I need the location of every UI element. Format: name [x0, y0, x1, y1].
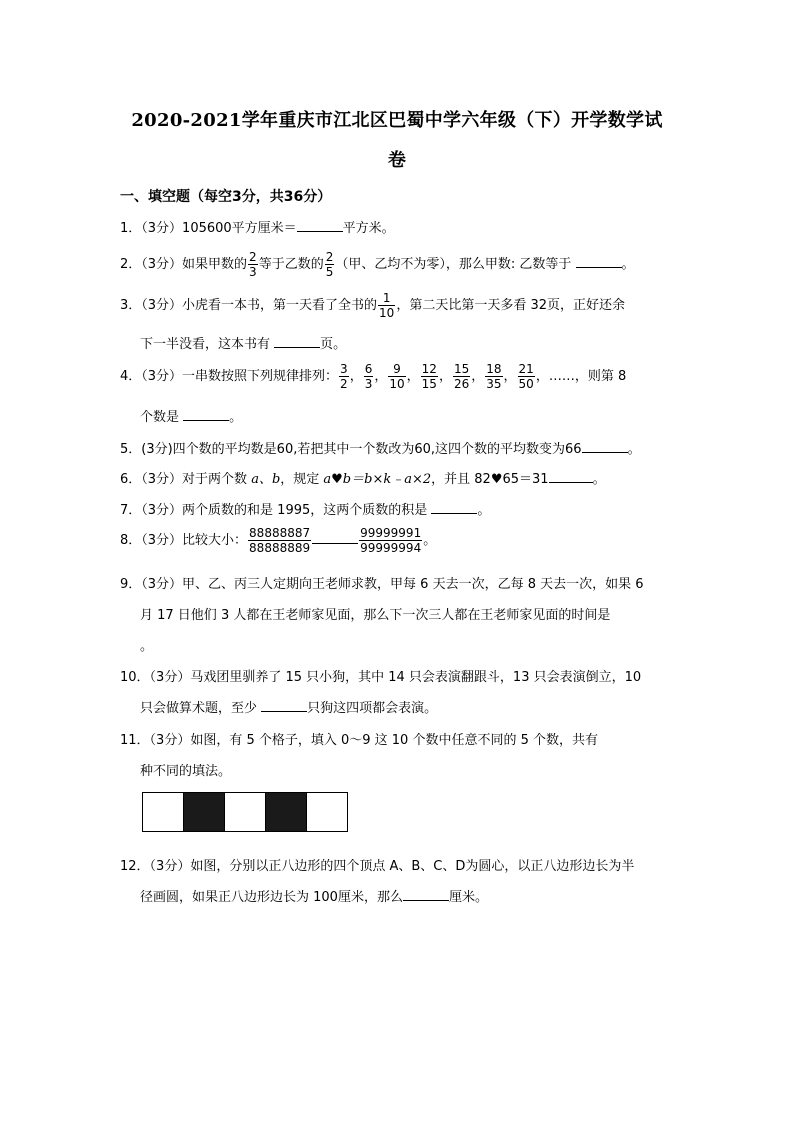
question-11: 11．（3分）如图，有 5 个格子，填入 0～9 这 10 个数中任意不同的 5 个数，共有: [120, 733, 598, 748]
fraction: $\frac{6}{3}$: [364, 362, 373, 391]
question-9: 9．（3分）甲、乙、丙三人定期向王老师求教，甲每 6 天去一次，乙每 8 天去一次，如果 6: [120, 577, 644, 592]
fraction: $\frac{15}{26}$: [453, 362, 470, 391]
grid-cell-white: [225, 793, 266, 831]
fraction: $\frac{99999991}{99999994}$: [360, 526, 422, 555]
grid-cell-black: [184, 793, 225, 831]
answer-blank: [261, 699, 307, 712]
fraction: $\frac{12}{15}$: [421, 362, 437, 391]
answer-blank: [183, 408, 229, 421]
answer-blank: [431, 501, 477, 514]
question-1: 1．（3分）105600平方厘米＝ 平方米。: [120, 221, 395, 236]
fraction: $\frac{21}{50}$: [518, 362, 534, 391]
five-cell-grid: [142, 792, 348, 832]
question-2: 2．（3分）如果甲数的 $\frac{2}{3}$ 等于乙数的 $\frac{2}{5}$ （甲、乙均不为零），那么甲数: 乙数等于 。: [120, 250, 635, 279]
question-9-end: 。: [140, 639, 154, 654]
answer-blank: [312, 531, 358, 544]
grid-cell-white: [307, 793, 347, 831]
question-8: 8．（3分）比较大小： $\frac{88888887}{88888889}$ $\frac{99999991}{99999994}$ 。: [120, 526, 437, 555]
question-6: 6．（3分）对于两个数 a、b，规定 a♥b＝b×k﹣a×2，并且 82♥65＝31 。: [120, 472, 606, 487]
page-title-line2: 卷: [387, 150, 407, 171]
question-7: 7．（3分）两个质数的和是 1995，这两个质数的积是 。: [120, 503, 491, 518]
answer-blank: [297, 219, 343, 232]
answer-blank: [274, 335, 320, 348]
question-12: 12．（3分）如图，分别以正八边形的四个顶点 A、B、C、D为圆心，以正八边形边长为半: [120, 859, 635, 874]
question-9-continued: 月 17 日他们 3 人都在王老师家见面，那么下一次三人都在王老师家见面的时间是: [140, 608, 611, 623]
answer-blank: [549, 470, 593, 483]
answer-blank: [582, 440, 628, 453]
grid-cell-white: [143, 793, 184, 831]
question-4: 4．（3分）一串数按照下列规律排列： $\frac{3}{2}$ ， $\frac{6}{3}$ ， $\frac{9}{10}$ ， $\frac{12}{15}$ ， $\frac{15}{26}$ ， $\frac{18}{35}$ ， $\frac{21}{50}$ ，……，则第 8: [120, 362, 627, 391]
question-5: 5．(3分)四个数的平均数是60,若把其中一个数改为60,这四个数的平均数变为66 。: [120, 442, 641, 457]
page-title-line1: 2020-2021学年重庆市江北区巴蜀中学六年级（下）开学数学试: [131, 110, 663, 131]
fraction: $\frac{2}{3}$: [249, 250, 257, 279]
section-heading: 一、填空题（每空3分，共36分）: [120, 189, 332, 205]
question-10: 10．（3分）马戏团里驯养了 15 只小狗，其中 14 只会表演翻跟斗，13 只会表演倒立，10: [120, 670, 642, 685]
fraction: $\frac{3}{2}$: [340, 362, 348, 391]
question-11-continued: 种不同的填法。: [140, 764, 232, 779]
fraction: $\frac{1}{10}$: [379, 291, 395, 320]
grid-cell-black: [266, 793, 307, 831]
fraction: $\frac{88888887}{88888889}$: [249, 526, 311, 555]
fraction: $\frac{18}{35}$: [486, 362, 502, 391]
fraction: $\frac{9}{10}$: [389, 362, 405, 391]
question-3-continued: 下一半没看，这本书有 页。: [140, 337, 347, 352]
question-4-continued: 个数是 。: [140, 410, 243, 425]
answer-blank: [576, 255, 622, 268]
question-12-continued: 径画圆，如果正八边形边长为 100厘米，那么 厘米。: [140, 890, 488, 905]
question-3: 3．（3分）小虎看一本书，第一天看了全书的 $\frac{1}{10}$ ，第二天比第一天多看 32页，正好还余: [120, 291, 626, 320]
fraction: $\frac{2}{5}$: [325, 250, 334, 279]
answer-blank: [403, 888, 449, 901]
question-10-continued: 只会做算术题，至少 只狗这四项都会表演。: [140, 701, 438, 716]
